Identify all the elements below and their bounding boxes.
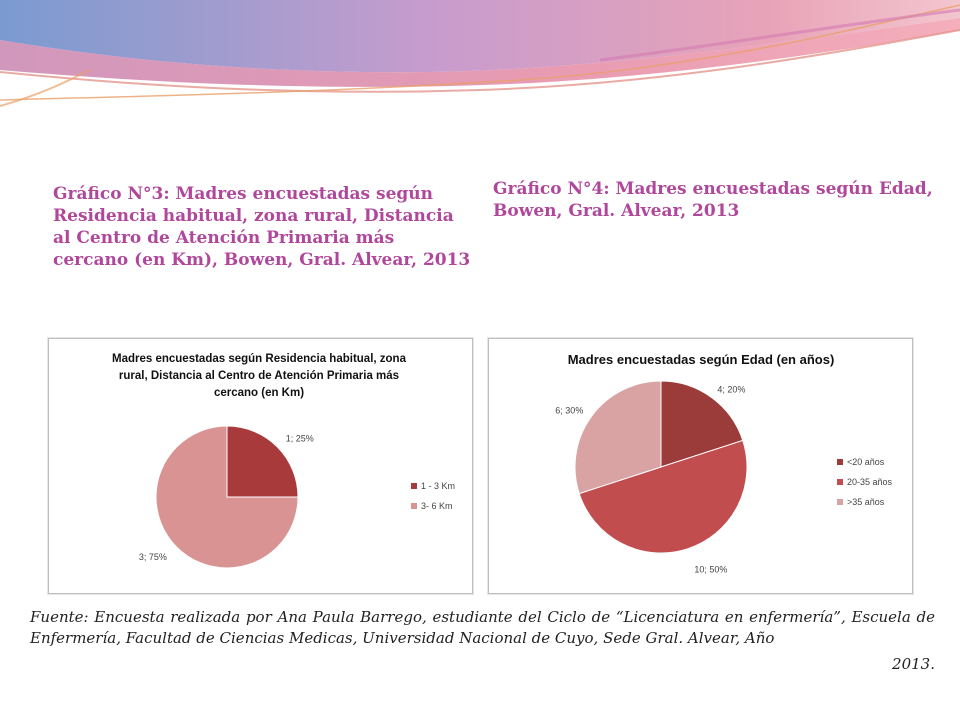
chart-title-line: Madres encuestadas según Residencia habitual, zona [112, 353, 406, 365]
chart-4-heading: Gráfico N°4: Madres encuestadas según Edad, Bowen, Gral. Alvear, 2013 [493, 179, 933, 221]
chart-3-pie [49, 339, 472, 593]
decorative-swoosh [0, 0, 960, 120]
chart-3-heading: Gráfico N°3: Madres encuestadas según Residencia habitual, zona rural, Distancia al Centro de Atención Primaria más cercano (en Km), Bowen, Gral. Alvear, 2013 [53, 184, 471, 270]
chart-3-box [48, 338, 473, 594]
legend-swatch [411, 503, 417, 509]
data-label: 3; 75% [138, 552, 167, 563]
legend-swatch [837, 479, 843, 485]
chart-title-line: cercano (en Km) [213, 387, 305, 399]
legend-swatch [837, 459, 843, 465]
legend-label: 1 - 3 Km [421, 481, 456, 491]
source-note: Fuente: Encuesta realizada por Ana Paula Barrego, estudiante del Ciclo de “Licenciatura en enfermería”, Escuela de Enfermería, Facultad de Ciencias Medicas, Universidad Nacional de Cuyo, Sede Gral. Alvear, Año [30, 608, 935, 647]
chart-4-pie [489, 339, 912, 593]
data-label: 6; 30% [555, 405, 584, 416]
chart-title-line: rural, Distancia al Centro de Atención Primaria más [118, 370, 400, 382]
legend-label: >35 años [847, 497, 885, 507]
data-label: 10; 50% [694, 564, 728, 575]
legend-label: 3- 6 Km [421, 501, 453, 511]
chart-4-box [488, 338, 913, 594]
chart-title-line: Madres encuestadas según Edad (en años) [567, 352, 835, 367]
legend-swatch [837, 499, 843, 505]
legend-swatch [411, 483, 417, 489]
source-year: 2013. [892, 655, 935, 673]
data-label: 4; 20% [717, 384, 746, 395]
legend-label: 20-35 años [847, 477, 893, 487]
legend-label: <20 años [847, 457, 885, 467]
data-label: 1; 25% [285, 433, 314, 444]
